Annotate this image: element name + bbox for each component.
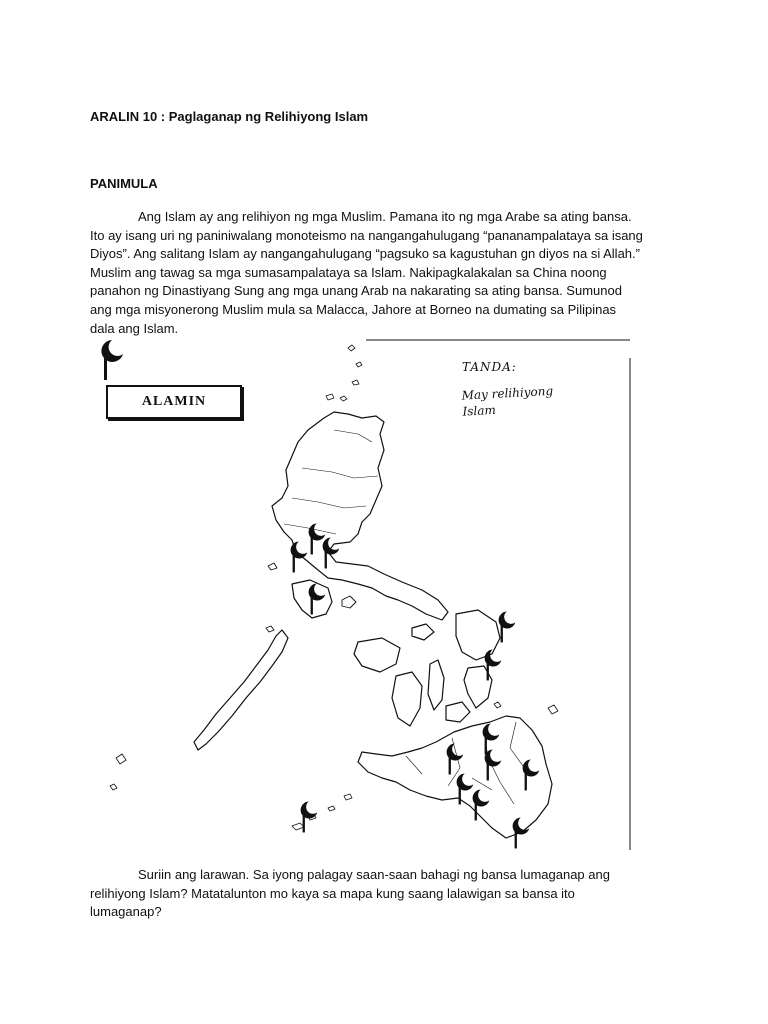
palawan-island <box>194 630 288 750</box>
crescent-flag-icon <box>323 538 340 569</box>
intro-line: Ang Islam ay ang relihiyon ng mga Muslim. Pamana ito ng mga Arabe sa ating bansa. <box>138 209 632 224</box>
intro-line: Ito ay isang uri ng paniniwalang monoteismo na nangangahulugang “pananampalataya sa isang <box>90 227 643 243</box>
batanes-islands <box>326 345 362 401</box>
intro-paragraph <box>90 208 690 338</box>
crescent-flag-icon <box>485 650 502 681</box>
activity-question <box>90 866 690 922</box>
crescent-flag-icon <box>291 542 308 573</box>
crescent-flag-icon <box>309 584 326 615</box>
mindanao-island <box>358 716 552 838</box>
intro-line: Muslim ang tawag sa mga sumasampalataya sa Islam. Nakipagkalakalan sa China noong <box>90 264 607 280</box>
legend-line: May relihiyong <box>461 383 554 403</box>
question-line: relihiyong Islam? Matatalunton mo kaya sa mapa kung saang lalawigan sa bansa ito <box>90 885 575 901</box>
crescent-flag-icon <box>499 612 516 643</box>
lesson-title: ARALIN 10 : Paglaganap ng Relihiyong Islam <box>90 109 369 124</box>
luzon-province-borders <box>284 430 378 534</box>
crescent-flag-icon <box>483 724 500 755</box>
intro-line: ang mga misyonerong Muslim mula sa Malacca, Jahore at Borneo na dumating sa Pilipinas <box>90 301 617 317</box>
negros-island <box>392 672 422 726</box>
intro-line: dala ang Islam. <box>90 320 179 336</box>
question-line: lumaganap? <box>90 904 162 920</box>
legend-line: Islam <box>462 402 497 419</box>
cebu-island <box>428 660 444 710</box>
islam-markers <box>291 524 540 849</box>
outlying-islets <box>110 754 126 790</box>
crescent-flag-icon <box>473 790 490 821</box>
panay-island <box>354 638 400 672</box>
crescent-flag-icon <box>513 818 530 849</box>
crescent-flag-icon <box>301 802 318 833</box>
crescent-flag-icon <box>523 760 540 791</box>
alamin-label-box: ALAMIN <box>106 385 242 419</box>
mindanao-province-borders <box>406 722 526 804</box>
philippines-map-figure <box>96 338 642 856</box>
crescent-flag-icon <box>96 338 126 382</box>
section-heading-panimula: PANIMULA <box>90 176 158 191</box>
legend-title: TANDA: <box>462 360 517 374</box>
crescent-flag-icon <box>457 774 474 805</box>
crescent-flag-icon <box>485 750 502 781</box>
intro-line: panahon ng Dinastiyang Sung ang mga unang Arab na nakarating sa ating bansa. Sumunod <box>90 283 622 299</box>
masbate-island <box>412 624 434 640</box>
bohol-island <box>446 702 470 722</box>
question-line: Suriin ang larawan. Sa iyong palagay saan-saan bahagi ng bansa lumaganap ang <box>138 867 610 882</box>
luzon-island <box>272 412 448 620</box>
camiguin-siargao-islands <box>494 702 558 714</box>
crescent-flag-icon <box>309 524 326 555</box>
samar-island <box>456 610 500 660</box>
intro-line: Diyos”. Ang salitang Islam ay nangangahulugang “pagsuko sa kagustuhan gn diyos na si Allah.” <box>90 246 640 262</box>
